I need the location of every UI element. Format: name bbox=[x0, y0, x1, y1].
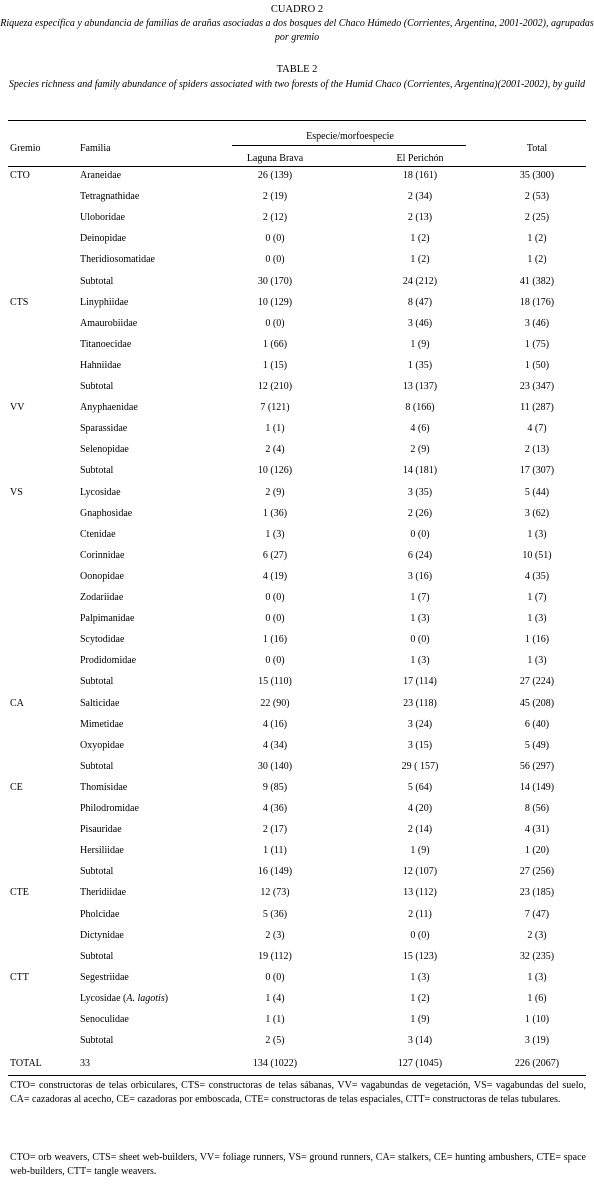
total-cell: 17 (307) bbox=[519, 465, 555, 477]
familia-cell: Oxyopidae bbox=[80, 739, 124, 751]
total-cell: 4 (31) bbox=[524, 824, 550, 836]
laguna-brava-cell: 10 (129) bbox=[257, 296, 293, 308]
table-row bbox=[0, 191, 594, 212]
el-perichon-cell: 1 (2) bbox=[410, 233, 430, 245]
familia-cell: Subtotal bbox=[80, 866, 114, 878]
el-perichon-cell: 23 (118) bbox=[403, 697, 437, 709]
table-row bbox=[0, 655, 594, 676]
table-row bbox=[0, 993, 594, 1014]
table-row bbox=[0, 930, 594, 951]
laguna-brava-cell: 1 (15) bbox=[262, 359, 288, 371]
familia-cell: Tetragnathidae bbox=[80, 191, 140, 203]
familia-cell: Subtotal bbox=[80, 676, 114, 688]
familia-cell: Anyphaenidae bbox=[80, 402, 138, 414]
gremio-cell: CTS bbox=[10, 296, 29, 308]
total-cell: 4 (7) bbox=[527, 423, 547, 435]
footnote-en: CTO= orb weavers, CTS= sheet web-builders, VV= foliage runners, VS= ground runners, CA= stalkers, CE= hunting ambushers, CTE= space web-builders, CTT= tangle weavers. bbox=[10, 1152, 586, 1177]
total-cell: 5 (44) bbox=[524, 486, 550, 498]
el-perichon-cell: 0 (0) bbox=[410, 929, 430, 941]
el-perichon-cell: 2 (26) bbox=[407, 507, 433, 519]
laguna-brava-cell: 0 (0) bbox=[265, 254, 285, 266]
familia-cell: Ctenidae bbox=[80, 528, 116, 540]
table-row bbox=[0, 170, 594, 191]
el-perichon-cell: 29 ( 157) bbox=[401, 760, 439, 772]
el-perichon-cell: 12 (107) bbox=[402, 866, 438, 878]
table-row bbox=[0, 233, 594, 254]
laguna-brava-cell: 2 (4) bbox=[265, 444, 285, 456]
table-row bbox=[0, 719, 594, 740]
el-perichon-cell: 3 (35) bbox=[407, 486, 433, 498]
familia-cell: Mimetidae bbox=[80, 718, 124, 730]
familia-cell: Subtotal bbox=[80, 1035, 114, 1047]
laguna-brava-cell: 4 (36) bbox=[262, 803, 288, 814]
el-perichon-cell: 18 (161) bbox=[402, 170, 438, 181]
total-cell: 2 (25) bbox=[524, 212, 550, 224]
total-cell: 1 (75) bbox=[524, 338, 550, 350]
total-cell: 5 (49) bbox=[524, 739, 550, 751]
familia-cell: Senoculidae bbox=[80, 1014, 129, 1025]
el-perichon-cell: 2 (9) bbox=[410, 444, 430, 456]
familia-cell: Theridiosomatidae bbox=[80, 254, 155, 266]
total-cell: 3 (19) bbox=[524, 1035, 550, 1047]
gremio-cell: VS bbox=[10, 486, 23, 498]
familia-cell: Uloboridae bbox=[80, 212, 125, 224]
el-perichon-cell: 3 (46) bbox=[407, 317, 433, 329]
familia-cell: Subtotal bbox=[80, 465, 114, 477]
el-perichon-cell: 8 (166) bbox=[405, 402, 435, 414]
familia-cell: Hersiliidae bbox=[80, 845, 124, 857]
el-perichon-cell: 1 (7) bbox=[410, 592, 430, 603]
top-rule bbox=[8, 120, 586, 121]
el-perichon-cell: 1 (2) bbox=[410, 254, 430, 266]
table-row bbox=[0, 803, 594, 824]
total-cell: 1 (3) bbox=[527, 613, 547, 625]
laguna-brava-cell: 30 (170) bbox=[257, 275, 293, 287]
familia-cell: Amaurobiidae bbox=[80, 317, 138, 329]
el-perichon-cell: 3 (24) bbox=[407, 718, 433, 730]
laguna-brava-cell: 0 (0) bbox=[265, 592, 285, 603]
total-cell: 3 (46) bbox=[524, 317, 550, 329]
total-cell: 1 (10) bbox=[524, 1014, 550, 1025]
familia-cell: Dictynidae bbox=[80, 929, 124, 941]
total-cell: 27 (256) bbox=[519, 866, 555, 878]
table-row bbox=[0, 360, 594, 381]
el-perichon-cell: 1 (3) bbox=[410, 971, 430, 983]
footnote-es: CTO= constructoras de telas orbiculares, CTS= constructoras de telas sábanas, VV= vagabundas de vegetación, VS= vagabundas del suelo, CA= cazadoras al acecho, CE= cazadoras por emboscada, CTE= constructoras de telas espaciales, CTT= constructoras de telas tubulares. bbox=[10, 1080, 586, 1105]
total-cell: 41 (382) bbox=[519, 275, 555, 287]
table-row bbox=[0, 529, 594, 550]
subtotal-row bbox=[0, 381, 594, 402]
el-perichon-cell: 1 (3) bbox=[410, 613, 430, 625]
total-cell: 23 (347) bbox=[519, 381, 555, 392]
laguna-brava-cell: 1 (16) bbox=[262, 634, 288, 646]
laguna-brava-cell: 1 (3) bbox=[265, 528, 285, 540]
table-row bbox=[0, 782, 594, 803]
laguna-brava-cell: 134 (1022) bbox=[252, 1058, 298, 1070]
el-perichon-cell: 13 (137) bbox=[402, 381, 438, 392]
table-row bbox=[0, 972, 594, 993]
header-rule bbox=[8, 166, 586, 167]
subtotal-row bbox=[0, 761, 594, 782]
total-cell: 4 (35) bbox=[524, 570, 550, 582]
el-perichon-cell: 1 (9) bbox=[410, 338, 430, 350]
gremio-cell: CA bbox=[10, 697, 24, 709]
el-perichon-cell: 0 (0) bbox=[410, 528, 430, 540]
familia-cell: Segestriidae bbox=[80, 971, 129, 983]
el-perichon-cell: 1 (9) bbox=[410, 845, 430, 857]
table-caption-es: Riqueza específica y abundancia de familias de arañas asociadas a dos bosques del Chaco Húmedo (Corrientes, Argentina, 2001-2002), agrupadas por gremio bbox=[0, 18, 594, 43]
subtotal-row bbox=[0, 465, 594, 486]
el-perichon-cell: 8 (47) bbox=[407, 296, 433, 308]
table-row bbox=[0, 887, 594, 908]
el-perichon-cell: 3 (16) bbox=[407, 570, 433, 582]
header-laguna-brava: Laguna Brava bbox=[246, 153, 304, 164]
laguna-brava-cell: 1 (1) bbox=[265, 423, 285, 435]
gremio-cell: CTO bbox=[10, 170, 30, 181]
table-row bbox=[0, 824, 594, 845]
gremio-cell: TOTAL bbox=[10, 1058, 42, 1070]
laguna-brava-cell: 22 (90) bbox=[260, 697, 290, 709]
el-perichon-cell: 13 (112) bbox=[403, 887, 437, 899]
el-perichon-cell: 127 (1045) bbox=[397, 1058, 443, 1070]
familia-cell: Scytodidae bbox=[80, 634, 125, 646]
total-row bbox=[0, 1058, 594, 1079]
el-perichon-cell: 14 (181) bbox=[402, 465, 438, 477]
header-total: Total bbox=[526, 143, 548, 154]
table-row bbox=[0, 254, 594, 275]
laguna-brava-cell: 1 (1) bbox=[265, 1014, 285, 1025]
laguna-brava-cell: 1 (66) bbox=[262, 338, 288, 350]
laguna-brava-cell: 2 (12) bbox=[262, 212, 288, 224]
el-perichon-cell: 24 (212) bbox=[402, 275, 438, 287]
familia-cell: Subtotal bbox=[80, 950, 114, 962]
gremio-cell: CE bbox=[10, 781, 23, 793]
subtotal-row bbox=[0, 676, 594, 697]
total-cell: 1 (2) bbox=[527, 254, 547, 266]
table-row bbox=[0, 339, 594, 360]
table-row bbox=[0, 1014, 594, 1035]
laguna-brava-cell: 2 (3) bbox=[265, 929, 285, 941]
familia-cell: Selenopidae bbox=[80, 444, 129, 456]
familia-cell: Sparassidae bbox=[80, 423, 128, 435]
familia-cell: Linyphiidae bbox=[80, 296, 129, 308]
table-row bbox=[0, 909, 594, 930]
subtotal-row bbox=[0, 866, 594, 887]
total-cell: 1 (16) bbox=[524, 634, 550, 646]
total-cell: 32 (235) bbox=[519, 950, 555, 962]
familia-cell: 33 bbox=[80, 1058, 90, 1070]
total-cell: 2 (3) bbox=[527, 929, 547, 941]
header-gremio: Gremio bbox=[10, 143, 41, 154]
familia-cell: Araneidae bbox=[80, 170, 122, 181]
header-span-rule bbox=[232, 145, 466, 146]
familia-cell: Deinopidae bbox=[80, 233, 127, 245]
table-row bbox=[0, 508, 594, 529]
familia-cell: Subtotal bbox=[80, 760, 114, 772]
laguna-brava-cell: 2 (5) bbox=[265, 1035, 285, 1047]
laguna-brava-cell: 12 (73) bbox=[260, 887, 290, 899]
el-perichon-cell: 4 (6) bbox=[410, 423, 430, 435]
familia-cell: Philodromidae bbox=[80, 803, 139, 814]
table-row bbox=[0, 634, 594, 655]
total-cell: 18 (176) bbox=[519, 296, 555, 308]
total-cell: 1 (50) bbox=[524, 359, 550, 371]
laguna-brava-cell: 6 (27) bbox=[262, 549, 288, 561]
bottom-rule bbox=[8, 1075, 586, 1076]
el-perichon-cell: 2 (14) bbox=[407, 824, 433, 836]
laguna-brava-cell: 15 (110) bbox=[258, 676, 292, 688]
el-perichon-cell: 4 (20) bbox=[407, 803, 433, 814]
gremio-cell: VV bbox=[10, 402, 25, 414]
total-cell: 27 (224) bbox=[519, 676, 555, 688]
table-row bbox=[0, 613, 594, 634]
total-cell: 1 (7) bbox=[527, 592, 547, 603]
familia-cell: Subtotal bbox=[80, 381, 114, 392]
table-title-es: CUADRO 2 bbox=[270, 4, 324, 15]
el-perichon-cell: 17 (114) bbox=[403, 676, 437, 688]
el-perichon-cell: 2 (34) bbox=[407, 191, 433, 203]
laguna-brava-cell: 4 (16) bbox=[262, 718, 288, 730]
total-cell: 1 (3) bbox=[527, 528, 547, 540]
total-cell: 1 (3) bbox=[527, 655, 547, 667]
laguna-brava-cell: 5 (36) bbox=[262, 908, 288, 920]
total-cell: 7 (47) bbox=[524, 908, 550, 920]
total-cell: 56 (297) bbox=[519, 760, 555, 772]
table-row bbox=[0, 845, 594, 866]
table-row bbox=[0, 550, 594, 571]
subtotal-row bbox=[0, 276, 594, 297]
laguna-brava-cell: 2 (17) bbox=[262, 824, 288, 836]
gremio-cell: CTE bbox=[10, 887, 29, 899]
laguna-brava-cell: 0 (0) bbox=[265, 233, 285, 245]
total-cell: 45 (208) bbox=[519, 697, 555, 709]
el-perichon-cell: 1 (35) bbox=[407, 359, 433, 371]
familia-cell: Oonopidae bbox=[80, 570, 124, 582]
familia-cell: Palpimanidae bbox=[80, 613, 135, 625]
table-row bbox=[0, 318, 594, 339]
laguna-brava-cell: 1 (4) bbox=[265, 992, 285, 1004]
species-name: A. lagotis bbox=[126, 992, 165, 1004]
familia-cell: Pholcidae bbox=[80, 908, 120, 920]
laguna-brava-cell: 0 (0) bbox=[265, 971, 285, 983]
familia-cell: Prodidomidae bbox=[80, 655, 137, 667]
el-perichon-cell: 2 (11) bbox=[408, 908, 432, 920]
laguna-brava-cell: 4 (19) bbox=[262, 570, 288, 582]
subtotal-row bbox=[0, 1035, 594, 1056]
table-row bbox=[0, 444, 594, 465]
total-cell: 1 (2) bbox=[527, 233, 547, 245]
el-perichon-cell: 1 (2) bbox=[410, 992, 430, 1004]
laguna-brava-cell: 10 (126) bbox=[257, 465, 293, 477]
el-perichon-cell: 3 (14) bbox=[407, 1035, 433, 1047]
total-cell: 23 (185) bbox=[519, 887, 555, 899]
header-el-perichon: El Perichón bbox=[396, 153, 444, 164]
total-cell: 2 (13) bbox=[524, 444, 550, 456]
familia-cell: Hahniidae bbox=[80, 359, 122, 371]
el-perichon-cell: 1 (3) bbox=[410, 655, 430, 667]
laguna-brava-cell: 9 (85) bbox=[262, 781, 288, 793]
laguna-brava-cell: 2 (19) bbox=[262, 191, 288, 203]
familia-cell: Thomisidae bbox=[80, 781, 128, 793]
familia-cell: Subtotal bbox=[80, 275, 114, 287]
familia-cell: Salticidae bbox=[80, 697, 120, 709]
familia-cell: Zodariidae bbox=[80, 592, 124, 603]
el-perichon-cell: 3 (15) bbox=[407, 739, 433, 751]
laguna-brava-cell: 0 (0) bbox=[265, 655, 285, 667]
total-cell: 35 (300) bbox=[519, 170, 555, 181]
table-row bbox=[0, 571, 594, 592]
total-cell: 2 (53) bbox=[524, 191, 550, 203]
table-row bbox=[0, 740, 594, 761]
laguna-brava-cell: 0 (0) bbox=[265, 613, 285, 625]
laguna-brava-cell: 0 (0) bbox=[265, 317, 285, 329]
familia-cell: Gnaphosidae bbox=[80, 507, 133, 519]
table-row bbox=[0, 487, 594, 508]
total-cell: 11 (287) bbox=[520, 402, 554, 414]
table-row bbox=[0, 212, 594, 233]
laguna-brava-cell: 12 (210) bbox=[257, 381, 293, 392]
header-especie: Especie/morfoespecie bbox=[306, 131, 394, 142]
laguna-brava-cell: 1 (11) bbox=[263, 845, 287, 857]
laguna-brava-cell: 16 (149) bbox=[257, 866, 293, 878]
gremio-cell: CTT bbox=[10, 971, 29, 983]
familia-cell: Pisauridae bbox=[80, 824, 122, 836]
total-cell: 1 (20) bbox=[524, 845, 550, 857]
table-row bbox=[0, 698, 594, 719]
el-perichon-cell: 5 (64) bbox=[407, 781, 433, 793]
el-perichon-cell: 0 (0) bbox=[410, 634, 430, 646]
total-cell: 14 (149) bbox=[519, 781, 555, 793]
laguna-brava-cell: 7 (121) bbox=[260, 402, 290, 414]
laguna-brava-cell: 4 (34) bbox=[262, 739, 288, 751]
laguna-brava-cell: 26 (139) bbox=[257, 170, 293, 181]
laguna-brava-cell: 1 (36) bbox=[262, 507, 288, 519]
total-cell: 1 (6) bbox=[527, 992, 547, 1004]
laguna-brava-cell: 30 (140) bbox=[257, 760, 293, 772]
total-cell: 8 (56) bbox=[524, 803, 550, 814]
el-perichon-cell: 15 (123) bbox=[402, 950, 438, 962]
table-row bbox=[0, 297, 594, 318]
total-cell: 10 (51) bbox=[522, 549, 552, 561]
familia-cell: Titanoecidae bbox=[80, 338, 132, 350]
subtotal-row bbox=[0, 951, 594, 972]
el-perichon-cell: 6 (24) bbox=[407, 549, 433, 561]
table-row bbox=[0, 402, 594, 423]
total-cell: 226 (2067) bbox=[514, 1058, 560, 1070]
table-caption-en: Species richness and family abundance of spiders associated with two forests of the Humid Chaco (Corrientes, Argentina)(2001-2002), by guild bbox=[8, 79, 586, 90]
el-perichon-cell: 1 (9) bbox=[410, 1014, 430, 1025]
laguna-brava-cell: 19 (112) bbox=[258, 950, 292, 962]
el-perichon-cell: 2 (13) bbox=[407, 212, 433, 224]
total-cell: 3 (62) bbox=[524, 507, 550, 519]
total-cell: 1 (3) bbox=[527, 971, 547, 983]
table-title-en: TABLE 2 bbox=[276, 64, 318, 75]
table-row bbox=[0, 423, 594, 444]
familia-cell: Lycosidae (A. lagotis) bbox=[80, 992, 169, 1004]
familia-cell: Corinnidae bbox=[80, 549, 125, 561]
familia-cell: Theridiidae bbox=[80, 887, 127, 899]
laguna-brava-cell: 2 (9) bbox=[265, 486, 285, 498]
familia-cell: Lycosidae bbox=[80, 486, 121, 498]
table-row bbox=[0, 592, 594, 613]
header-familia: Familia bbox=[80, 143, 111, 154]
total-cell: 6 (40) bbox=[524, 718, 550, 730]
